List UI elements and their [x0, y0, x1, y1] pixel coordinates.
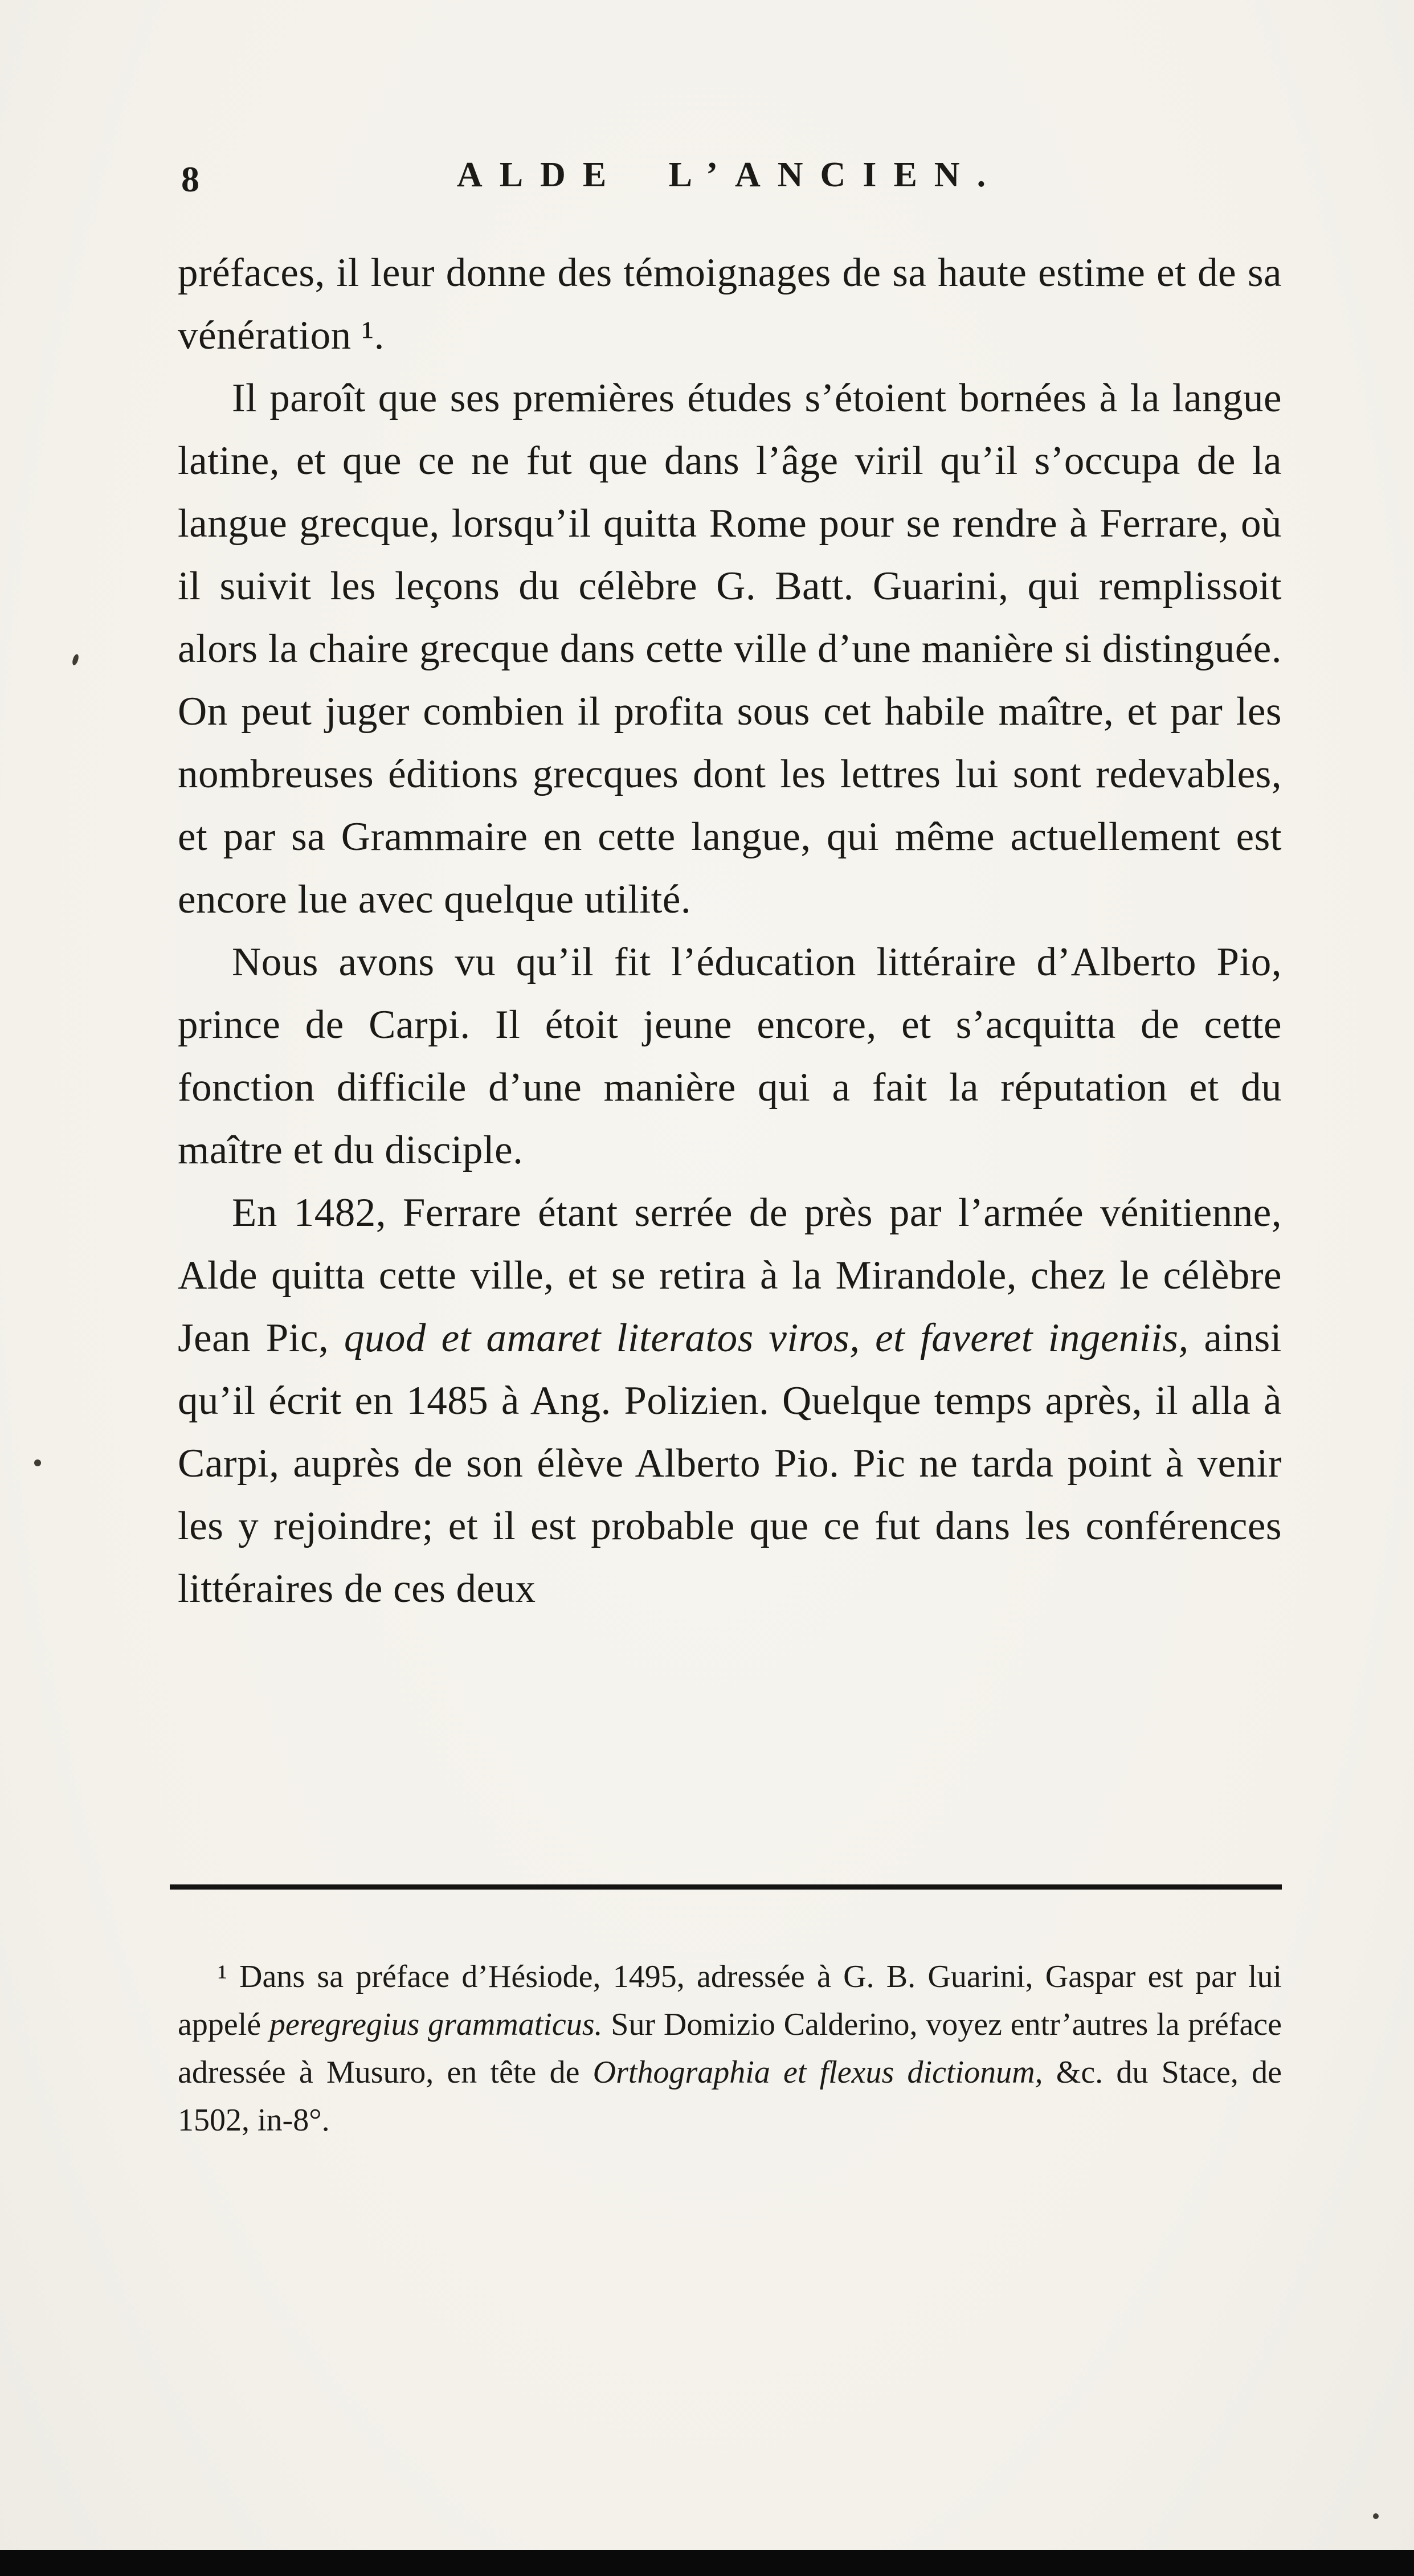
scan-edge-artifact: [0, 2550, 1414, 2576]
footnote-rule: [170, 1884, 1282, 1890]
text-segment: Il paroît que ses premières études s’étoient bornées à la langue latine, et que ce ne fut que dans l’âge viril qu’il s’occupa de la langue grecque, lorsqu’il quitta Rome pour se rendre à Ferrare, où il suivit les leçons du célèbre G. Batt. Guarini, qui remplissoit alors la chaire grecque dans cette ville d’une manière si distinguée. On peut juger combien il profita sous cet habile maître, et par les nombreuses éditions grecques dont les lettres lui sont redevables, et par sa Grammaire en cette langue, qui même actuellement est encore lue avec quelque utilité.: [178, 376, 1282, 922]
paragraph: [178, 1181, 1282, 1620]
text-segment: peregregius grammaticus.: [269, 2007, 603, 2042]
text-segment: quod et amaret literatos viros, et faveret ingeniis,: [344, 1316, 1189, 1360]
text-segment: préfaces, il leur donne des témoignages de sa haute estime et de sa vénération ¹.: [178, 251, 1282, 358]
paragraph: [178, 367, 1282, 931]
text-segment: En 1482, Ferrare étant serrée de près par l’armée vénitienne, Alde quitta cette ville, et se retira à la Mirandole, chez le célèbre Jean Pic,: [178, 1191, 1282, 1360]
paragraph: [178, 1953, 1282, 2144]
text-segment: Nous avons vu qu’il fit l’éducation littéraire d’Alberto Pio, prince de Carpi. Il étoit jeune encore, et s’acquitta de cette fonction difficile d’une manière qui a fait la réputation et du maître et du disciple.: [178, 940, 1282, 1172]
text-segment: ainsi qu’il écrit en 1485 à Ang. Polizien. Quelque temps après, il alla à Carpi, auprès de son élève Alberto Pio. Pic ne tarda point à venir les y rejoindre; et il est probable que ce fut dans les conférences littéraires de ces deux: [178, 1316, 1282, 1611]
text-segment: Orthographia et flexus dictionum,: [592, 2055, 1043, 2090]
body-text: [178, 242, 1282, 1620]
text-segment: ¹ Dans sa préface d’Hésiode, 1495, adressée à G. B. Guarini, Gaspar est par lui appelé: [178, 1959, 1282, 2042]
text-segment: Sur Domizio Calderino, voyez entr’autres la préface adressée à Musuro, en tête de: [178, 2007, 1282, 2090]
running-title: ALDE L’ANCIEN.: [456, 156, 1003, 194]
scan-speck: [1373, 2513, 1379, 2519]
paragraph: [178, 242, 1282, 367]
paragraph: [178, 931, 1282, 1181]
scan-speck: [34, 1459, 41, 1466]
scan-speck: [71, 653, 80, 666]
page-header: [178, 155, 1282, 199]
footnote: [178, 1953, 1282, 2144]
page-number: 8: [181, 159, 199, 199]
text-segment: &c. du Stace, de 1502, in-8°.: [178, 2055, 1282, 2138]
